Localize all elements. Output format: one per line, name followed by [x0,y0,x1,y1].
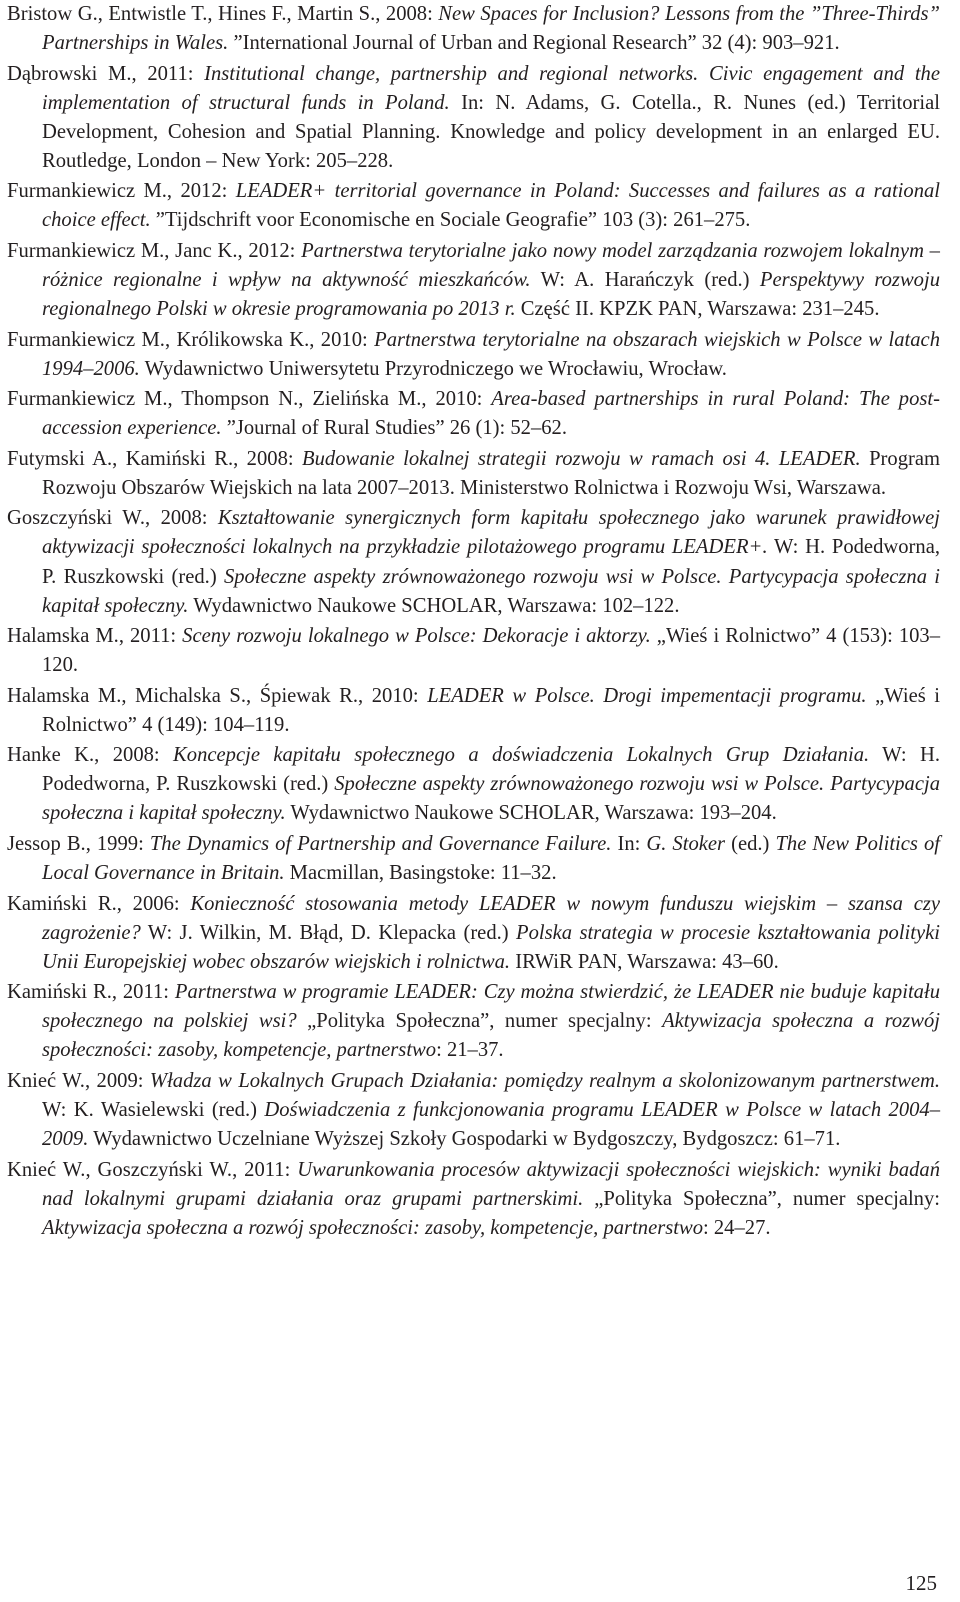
reference-text: Wydawnictwo Naukowe SCHOLAR, Warszawa: 102–122. [188,594,680,617]
reference-text: Macmillan, Basingstoke: 11–32. [284,862,557,885]
reference-text: Goszczyński W., 2008: [7,507,218,530]
reference-text: IRWiR PAN, Warszawa: 43–60. [510,950,779,973]
reference-entry [7,445,940,503]
reference-text: : 24–27. [703,1216,771,1239]
reference-text: Knieć W., Goszczyński W., 2011: [7,1158,298,1181]
reference-entry [7,1156,940,1243]
reference-title-text: Społeczne aspekty zrównoważonego rozwoju wsi w Polsce. Partycypacja społeczna i kapitał społeczny. [42,773,940,825]
reference-text: In: N. Adams, G. Cotella., R. Nunes (ed.) Territorial Development, Cohesion and Spatial Planning. Knowledge and policy development in an enlarged EU. Routledge, London – New York: 205–228. [42,91,940,172]
reference-entry [7,1067,940,1154]
reference-entry [7,60,940,176]
reference-entry [7,830,940,888]
reference-text: Knieć W., 2009: [7,1069,150,1092]
page-number: 125 [905,1571,937,1595]
reference-text: Jessop B., 1999: [7,832,150,855]
reference-text: (ed.) [725,832,776,855]
reference-title-text: Perspektywy rozwoju regionalnego Polski w okresie programowania po 2013 r. [42,269,940,321]
reference-text: : 21–37. [436,1039,504,1062]
reference-text: W: A. Harańczyk (red.) [530,269,760,292]
reference-title-text: Aktywizacja społeczna a rozwój społeczności: zasoby, kompetencje, partnerstwo [42,1216,704,1239]
reference-title-text: Społeczne aspekty zrównoważonego rozwoju wsi w Polsce. Partycypacja społeczna i kapitał społeczny. [42,565,940,617]
reference-text: ”Tijdschrift voor Economische en Sociale Geografie” 103 (3): 261–275. [150,209,751,232]
reference-text: Program Rozwoju Obszarów Wiejskich na lata 2007–2013. Ministerstwo Rolnictwa i Rozwoju Wsi, Warszawa. [42,447,941,499]
reference-text: „Polityka Społeczna”, numer specjalny: [583,1187,940,1210]
reference-title-text: LEADER w Polsce. Drogi impementacji programu. [427,684,867,707]
reference-text: ”Journal of Rural Studies” 26 (1): 52–62. [221,417,568,440]
reference-title-text: Kształtowanie synergicznych form kapitału społecznego jako warunek prawidłowej aktywizacji społeczności lokalnych na przykładzie pilotażowego programu LEADER+. [42,507,940,559]
reference-text: „Polityka Społeczna”, numer specjalny: [296,1010,663,1033]
reference-entry [7,622,940,680]
reference-title-text: Doświadczenia z funkcjonowania programu LEADER w Polsce w latach 2004–2009. [42,1098,941,1151]
reference-text: W: H. Podedworna, P. Ruszkowski (red.) [42,536,940,588]
reference-title-text: Partnerstwa terytorialne jako nowy model zarządzania rozwojem lokalnym – różnice regionalne i wpływ na aktywność mieszkańców. [42,239,940,292]
reference-entry [7,682,940,740]
reference-title-text: Partnerstwa terytorialne na obszarach wiejskich w Polsce w latach 1994–2006. [42,328,940,380]
reference-text: Furmankiewicz M., Królikowska K., 2010: [7,328,375,351]
reference-text: Wydawnictwo Uniwersytetu Przyrodniczego we Wrocławiu, Wrocław. [139,357,727,380]
reference-text: Bristow G., Entwistle T., Hines F., Martin S., 2008: [7,3,439,25]
reference-text: Wydawnictwo Naukowe SCHOLAR, Warszawa: 193–204. [285,802,777,825]
reference-entry [7,741,940,828]
reference-entry [7,890,940,977]
reference-title-text: LEADER+ territorial governance in Poland: Successes and failures as a rational choice effect. [42,180,941,232]
reference-title-text: Area-based partnerships in rural Poland: The post-accession experience. [42,388,940,440]
reference-text: Kamiński R., 2011: [7,981,175,1004]
reference-text: Futymski A., Kamiński R., 2008: [7,447,303,470]
reference-entry [7,237,940,324]
reference-entry [7,504,940,620]
reference-text: Hanke K., 2008: [7,744,174,767]
reference-entry [7,385,940,443]
reference-title-text: Sceny rozwoju lokalnego w Polsce: Dekoracje i aktorzy. [182,625,651,648]
reference-text: Halamska M., Michalska S., Śpiewak R., 2010: [7,684,428,707]
reference-title-text: Konieczność stosowania metody LEADER w nowym funduszu wiejskim – szansa czy zagrożenie? [42,892,940,944]
reference-text: Furmankiewicz M., Janc K., 2012: [7,239,302,262]
reference-title-text: Polska strategia w procesie kształtowania polityki Unii Europejskiej wobec obszarów wiejskich i rolnictwa. [42,921,940,973]
reference-title-text: Partnerstwa w programie LEADER: Czy można stwierdzić, że LEADER nie buduje kapitału społecznego na polskiej wsi? [42,981,940,1033]
reference-title-text: New Spaces for Inclusion? Lessons from the ”Three-Thirds” Partnerships in Wales. [42,3,940,55]
reference-title-text: Aktywizacja społeczna a rozwój społeczności: zasoby, kompetencje, partnerstwo [42,1010,940,1062]
reference-text: W: K. Wasielewski (red.) [42,1098,265,1121]
reference-entry [7,177,940,235]
reference-text: Furmankiewicz M., Thompson N., Zielińska M., 2010: [7,388,492,411]
reference-text: In: [611,832,647,855]
reference-text: Część II. KPZK PAN, Warszawa: 231–245. [515,298,880,321]
reference-title-text: The Dynamics of Partnership and Governance Failure. [149,832,612,855]
reference-text: „Wieś i Rolnictwo” 4 (149): 104–119. [42,684,941,736]
reference-title-text: Władza w Lokalnych Grupach Działania: pomiędzy realnym a skolonizowanym partnerstwem. [149,1069,940,1092]
reference-text: ”International Journal of Urban and Regional Research” 32 (4): 903–921. [228,32,840,55]
reference-text: „Wieś i Rolnictwo” 4 (153): 103–120. [42,625,941,677]
reference-text: W: H. Podedworna, P. Ruszkowski (red.) [42,744,940,796]
reference-text: Wydawnictwo Uczelniane Wyższej Szkoły Gospodarki w Bydgoszczy, Bydgoszcz: 61–71. [88,1128,841,1151]
reference-text: Dąbrowski M., 2011: [7,62,205,85]
reference-title-text: G. Stoker [646,832,726,855]
reference-entry [7,978,940,1065]
reference-title-text: Institutional change, partnership and regional networks. Civic engagement and the implementation of structural funds in Poland. [42,62,940,114]
reference-entry [7,0,940,58]
reference-text: Kamiński R., 2006: [7,892,191,915]
reference-entry [7,326,940,384]
reference-title-text: Uwarunkowania procesów aktywizacji społeczności wiejskich: wyniki badań nad lokalnymi grupami działania oraz grupami partnerskimi. [42,1158,941,1210]
reference-text: Furmankiewicz M., 2012: [7,180,236,203]
reference-title-text: The New Politics of Local Governance in Britain. [42,832,940,885]
reference-list [7,0,940,1244]
reference-text: Halamska M., 2011: [7,625,183,648]
reference-title-text: Budowanie lokalnej strategii rozwoju w ramach osi 4. LEADER. [302,447,861,470]
reference-title-text: Koncepcje kapitału społecznego a doświadczenia Lokalnych Grup Działania. [173,744,870,767]
reference-text: W: J. Wilkin, M. Błąd, D. Klepacka (red.) [140,921,517,944]
